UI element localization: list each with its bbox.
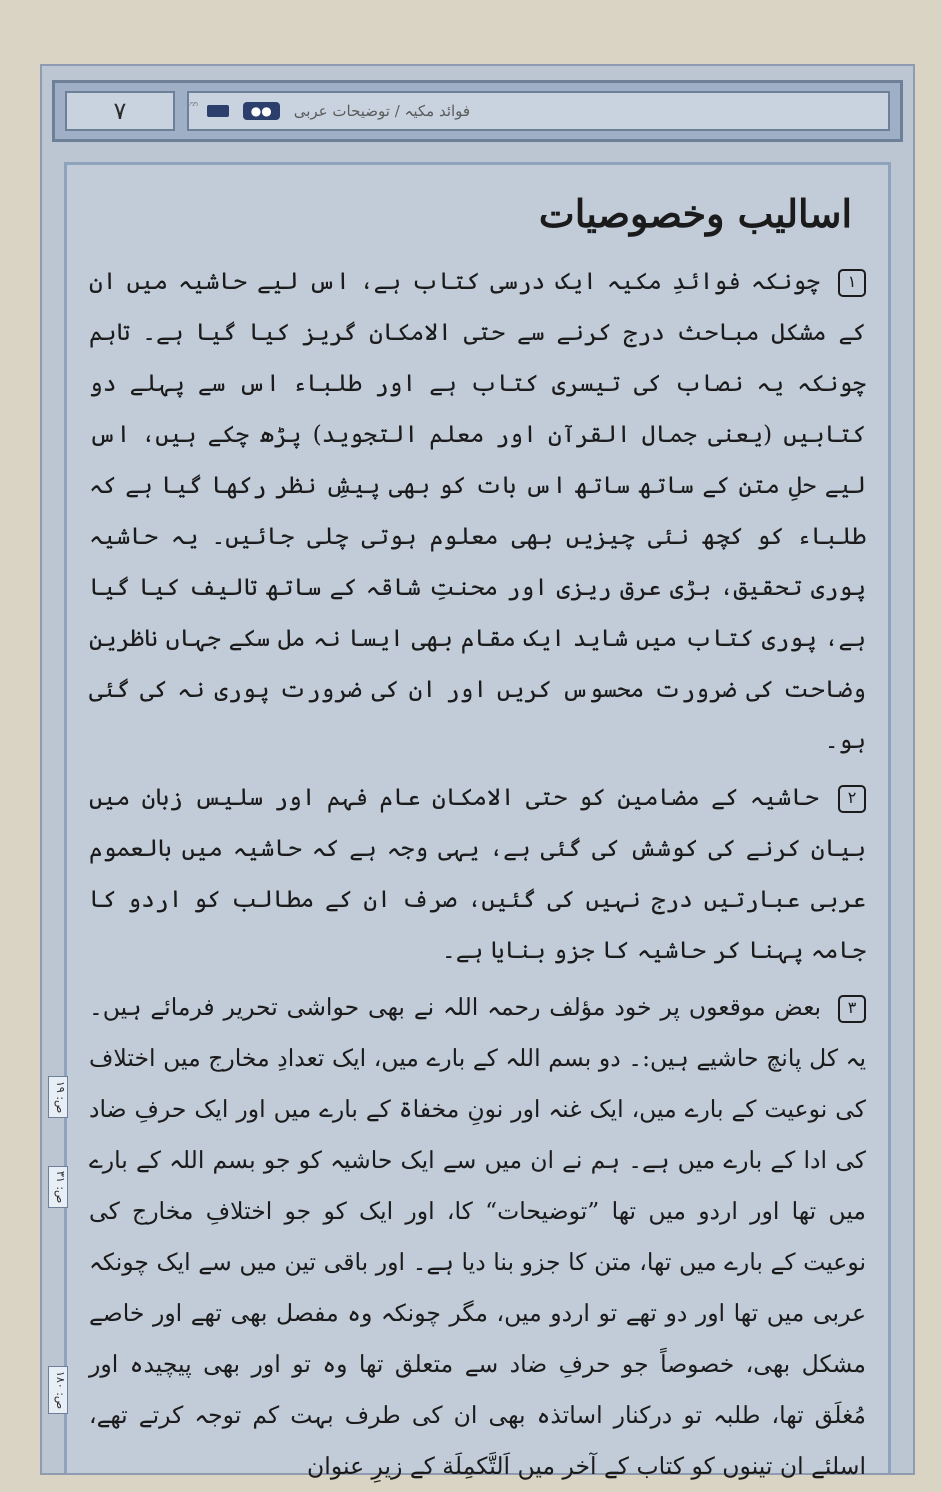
paragraph-3 [89, 982, 866, 1492]
margin-reference: ص: ۱۹ [48, 1076, 68, 1118]
paragraph-text: بعض موقعوں پر خود مؤلف رحمہ اللہ نے بھی حواشی تحریر فرمائے ہیں۔ یہ کل پانچ حاشیے ہیں:۔ دو بسم اللہ کے بارے میں، ایک تعدادِ مخارج میں اختلاف کی نوعیت کے بارے میں، ایک غنہ اور نونِ مخفاۃ کے بارے میں اور ایک حرفِ ضاد کی ادا کے بارے میں ہے۔ ہم نے ان میں سے ایک حاشیہ کو جو بسم اللہ کے بارے میں تھا اور اردو میں تھا ”توضیحات“ کا، اور ایک کو جو اختلافِ مخارج کی نوعیت کے بارے میں تھا، متن کا جزو بنا دیا ہے۔ اور باقی تین میں سے ایک چونکہ عربی میں تھا اور دو تھے تو اردو میں، مگر چونکہ وہ مفصل بھی تھے اور خاصے مشکل بھی، خصوصاً جو حرفِ ضاد سے متعلق تھا وہ تو اور بھی پیچیدہ اور مُغلَق تھا، طلبہ تو درکنار اساتذہ بھی ان کی طرف بہت کم توجہ کرتے تھے، اسلئے ان تینوں کو کتاب کے آخر میں اَلتَّکمِلَة کے زیرِ عنوان [89, 993, 866, 1481]
page-number: ۷ [65, 91, 175, 131]
running-header [187, 91, 890, 131]
book-page [40, 64, 915, 1481]
paragraph-number: ۳ [838, 995, 866, 1023]
paragraph-text: چونکہ فوائدِ مکیہ ایک درسی کتاب ہے، اس لیے حاشیہ میں ان کے مشکل مباحث درج کرنے سے حتی الامکان گریز کیا گیا ہے۔ تاہم چونکہ یہ نصاب کی تیسری کتاب ہے اور طلباء اس سے پہلے دو کتابیں (یعنی جمال القرآن اور معلم التجوید) پڑھ چکے ہیں، اس لیے حلِ متن کے ساتھ ساتھ اس بات کو بھی پیشِ نظر رکھا گیا ہے کہ طلباء کو کچھ نئی چیزیں بھی معلوم ہوتی چلی جائیں۔ یہ حاشیہ پوری تحقیق، بڑی عرق ریزی اور محنتِ شاقہ کے ساتھ تالیف کیا گیا ہے، پوری کتاب میں شاید ایک مقام بھی ایسا نہ مل سکے جہاں ناظرین وضاحت کی ضرورت محسوس کریں اور ان کی ضرورت پوری نہ کی گئی ہو۔ [89, 267, 866, 755]
section-title: اسالیب وخصوصیات [538, 191, 852, 236]
margin-reference: ص: ۳۱ [48, 1166, 68, 1208]
page-content [64, 162, 891, 1481]
running-title: فوائد مکیہ / توضیحات عربی [293, 102, 471, 120]
paragraph-2 [89, 772, 866, 976]
paragraph-number: ۲ [838, 785, 866, 813]
paragraph-text: حاشیہ کے مضامین کو حتی الامکان عام فہم اور سلیس زبان میں بیان کرنے کی کوشش کی گئی ہے، یہی وجہ ہے کہ حاشیہ میں بالعموم عربی عبارتیں درج نہیں کی گئیں، صرف ان کے مطالب کو اردو کا جامہ پہنا کر حاشیہ کا جزو بنایا ہے۔ [89, 783, 866, 965]
author-mark: ؒ ؒ [189, 102, 193, 120]
header-ornament [207, 105, 229, 117]
paragraph-number: ۱ [838, 269, 866, 297]
margin-reference: ص: ۱۸۰ [48, 1366, 68, 1414]
paragraph-1 [89, 256, 866, 766]
page-header [52, 80, 903, 142]
header-badge: ●● [243, 102, 280, 120]
